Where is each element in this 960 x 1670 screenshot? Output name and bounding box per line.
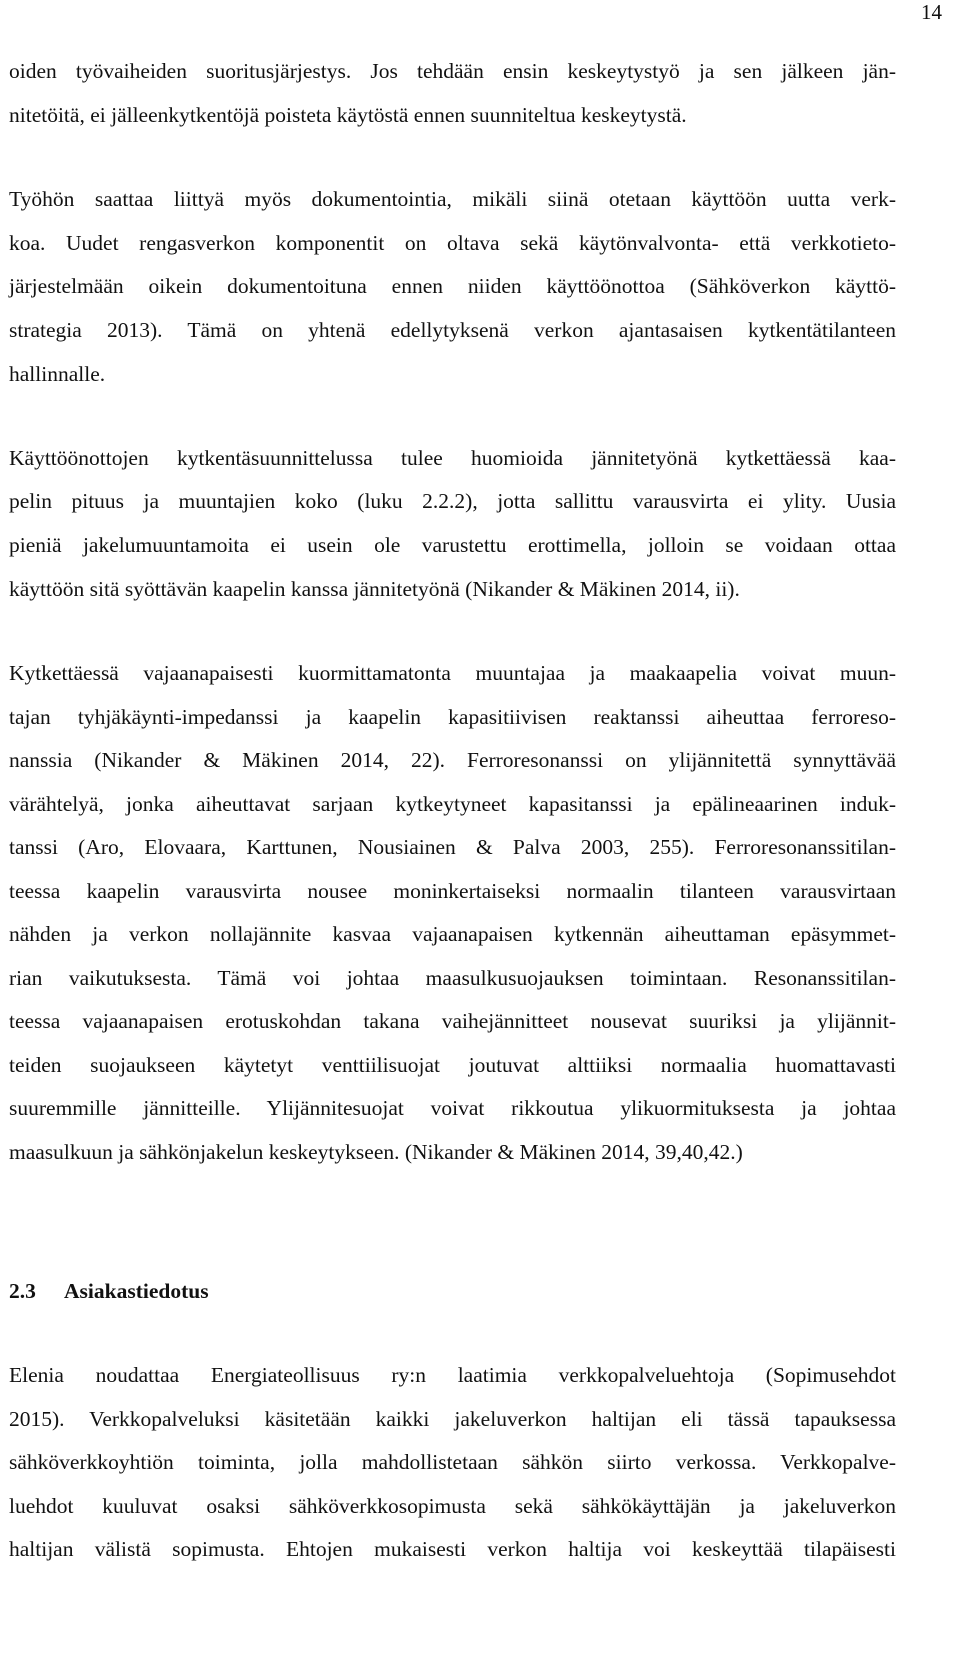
text-line: 2015). Verkkopalveluksi käsitetään kaikki jakeluverkon haltijan eli tässä tapauksessa [9, 1407, 896, 1431]
text-line: Kytkettäessä vajaanapaisesti kuormittamatonta muuntajaa ja maakaapelia voivat muun- [9, 661, 896, 685]
text-line: käyttöön sitä syöttävän kaapelin kanssa jännitetyönä (Nikander & Mäkinen 2014, ii). [9, 577, 740, 601]
section-heading [9, 1277, 209, 1305]
text-line: koa. Uudet rengasverkon komponentit on oltava sekä käytönvalvonta- että verkkotieto- [9, 231, 896, 255]
section-number: 2.3 [9, 1279, 36, 1303]
text-line: maasulkuun ja sähkönjakelun keskeytykseen. (Nikander & Mäkinen 2014, 39,40,42.) [9, 1140, 743, 1164]
text-line: Työhön saattaa liittyä myös dokumentointia, mikäli siinä otetaan käyttöön uutta verk- [9, 187, 896, 211]
page-number: 14 [921, 0, 942, 24]
text-line: pieniä jakelumuuntamoita ei usein ole varustettu erottimella, jolloin se voidaan ottaa [9, 533, 896, 557]
text-line: Käyttöönottojen kytkentäsuunnittelussa tulee huomioida jännitetyönä kytkettäessä kaa- [9, 446, 896, 470]
text-line: järjestelmään oikein dokumentoituna ennen niiden käyttöönottoa (Sähköverkon käyttö- [9, 274, 896, 298]
section-title: Asiakastiedotus [64, 1279, 209, 1303]
text-line: nitetöitä, ei jälleenkytkentöjä poisteta käytöstä ennen suunniteltua keskeytystä. [9, 103, 687, 127]
text-line: teessa kaapelin varausvirta nousee moninkertaiseksi normaalin tilanteen varausvirtaan [9, 879, 896, 903]
text-line: pelin pituus ja muuntajien koko (luku 2.2.2), jotta sallittu varausvirta ei ylity. Uusia [9, 489, 896, 513]
text-line: suuremmille jännitteille. Ylijännitesuojat voivat rikkoutua ylikuormituksesta ja johtaa [9, 1096, 896, 1120]
text-line: tanssi (Aro, Elovaara, Karttunen, Nousiainen & Palva 2003, 255). Ferroresonanssitilan- [9, 835, 896, 859]
text-line: tajan tyhjäkäynti-impedanssi ja kaapelin kapasitiivisen reaktanssi aiheuttaa ferroreso- [9, 705, 896, 729]
text-line: oiden työvaiheiden suoritusjärjestys. Jos tehdään ensin keskeytystyö ja sen jälkeen jän- [9, 59, 896, 83]
text-line: Elenia noudattaa Energiateollisuus ry:n laatimia verkkopalveluehtoja (Sopimusehdot [9, 1363, 896, 1387]
text-line: teiden suojaukseen käytetyt venttiilisuojat joutuvat alttiiksi normaalia huomattavasti [9, 1053, 896, 1077]
text-line: rian vaikutuksesta. Tämä voi johtaa maasulkusuojauksen toimintaan. Resonanssitilan- [9, 966, 896, 990]
text-line: värähtelyä, jonka aiheuttavat sarjaan kytkeytyneet kapasitanssi ja epälineaarinen induk- [9, 792, 896, 816]
text-line: teessa vajaanapaisen erotuskohdan takana vaihejännitteet nousevat suuriksi ja ylijännit- [9, 1009, 896, 1033]
text-line: haltijan välistä sopimusta. Ehtojen mukaisesti verkon haltija voi keskeyttää tilapäisesti [9, 1537, 896, 1561]
text-line: nähden ja verkon nollajännite kasvaa vajaanapaisen kytkennän aiheuttaman epäsymmet- [9, 922, 896, 946]
text-line: sähköverkkoyhtiön toiminta, jolla mahdollistetaan sähkön siirto verkossa. Verkkopalve- [9, 1450, 896, 1474]
text-line: hallinnalle. [9, 362, 106, 386]
text-line: luehdot kuuluvat osaksi sähköverkkosopimusta sekä sähkökäyttäjän ja jakeluverkon [9, 1494, 896, 1518]
text-line: nanssia (Nikander & Mäkinen 2014, 22). Ferroresonanssi on ylijännitettä synnyttävää [9, 748, 896, 772]
text-line: strategia 2013). Tämä on yhtenä edellytyksenä verkon ajantasaisen kytkentätilanteen [9, 318, 896, 342]
